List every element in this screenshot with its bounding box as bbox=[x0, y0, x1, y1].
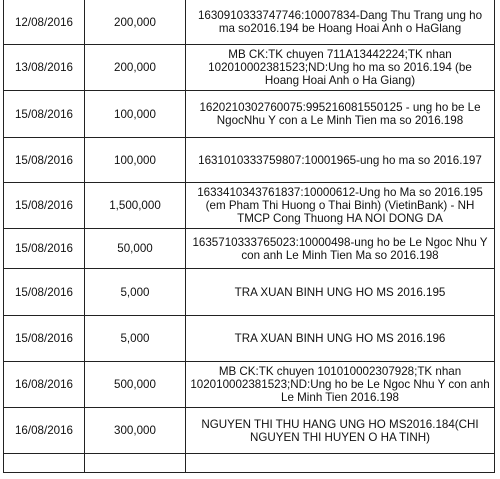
table-row bbox=[4, 316, 495, 362]
date-cell: 15/08/2016 bbox=[4, 316, 85, 362]
table-row bbox=[4, 454, 495, 473]
amount-cell: 5,000 bbox=[85, 269, 186, 316]
amount-cell: 100,000 bbox=[85, 91, 186, 138]
date-cell: 16/08/2016 bbox=[4, 408, 85, 454]
description-cell: TRA XUAN BINH UNG HO MS 2016.196 bbox=[186, 316, 495, 362]
amount-cell: 50,000 bbox=[85, 229, 186, 269]
table-row bbox=[4, 45, 495, 91]
description-cell: MB CK:TK chuyen 101010002307928;TK nhan 102010002381523;ND:Ung ho be Le Ngoc Nhu Y con anh Le Minh Tien 2016.198 bbox=[186, 362, 495, 408]
date-cell: 12/08/2016 bbox=[4, 0, 85, 45]
date-cell: 15/08/2016 bbox=[4, 91, 85, 138]
date-cell: 15/08/2016 bbox=[4, 138, 85, 183]
description-cell: 1635710333765023:10000498-ung ho be Le Ngoc Nhu Y con anh Le Minh Tien Ma so 2016.198 bbox=[186, 229, 495, 269]
amount-cell: 1,500,000 bbox=[85, 183, 186, 229]
table-row bbox=[4, 229, 495, 269]
description-cell: 1630910333747746:10007834-Dang Thu Trang ung ho ma so2016.194 be Hoang Hoai Anh o HaGlang bbox=[186, 0, 495, 45]
date-cell: 15/08/2016 bbox=[4, 183, 85, 229]
date-cell: 13/08/2016 bbox=[4, 45, 85, 91]
description-cell: TRA XUAN BINH UNG HO MS 2016.195 bbox=[186, 269, 495, 316]
amount-cell: 5,000 bbox=[85, 316, 186, 362]
description-cell: NGUYEN THI THU HANG UNG HO MS2016.184(CHI NGUYEN THI HUYEN O HA TINH) bbox=[186, 408, 495, 454]
table-row bbox=[4, 0, 495, 45]
date-cell: 15/08/2016 bbox=[4, 229, 85, 269]
amount-cell: 100,000 bbox=[85, 138, 186, 183]
description-cell: 1620210302760075:995216081550125 - ung ho be Le NgocNhu Y con a Le Minh Tien ma so 2016.198 bbox=[186, 91, 495, 138]
table-row bbox=[4, 362, 495, 408]
amount-cell: 300,000 bbox=[85, 408, 186, 454]
date-cell bbox=[4, 454, 85, 473]
amount-cell: 200,000 bbox=[85, 0, 186, 45]
description-cell: MB CK:TK chuyen 711A13442224;TK nhan 102010002381523;ND:Ung ho ma so 2016.194 (be Hoang Hoai Anh o Ha Giang) bbox=[186, 45, 495, 91]
amount-cell: 200,000 bbox=[85, 45, 186, 91]
table-row bbox=[4, 138, 495, 183]
table-row bbox=[4, 269, 495, 316]
description-cell: 1631010333759807:10001965-ung ho ma so 2016.197 bbox=[186, 138, 495, 183]
table-row bbox=[4, 91, 495, 138]
amount-cell: 500,000 bbox=[85, 362, 186, 408]
table-row bbox=[4, 183, 495, 229]
description-cell: 1633410343761837:10000612-Ung ho Ma so 2016.195 (em Pham Thi Huong o Thai Binh) (VietinBank) - NH TMCP Cong Thuong HA NOI DONG DA bbox=[186, 183, 495, 229]
donation-table bbox=[3, 0, 495, 473]
date-cell: 15/08/2016 bbox=[4, 269, 85, 316]
date-cell: 16/08/2016 bbox=[4, 362, 85, 408]
table-row bbox=[4, 408, 495, 454]
description-cell bbox=[186, 454, 495, 473]
amount-cell bbox=[85, 454, 186, 473]
